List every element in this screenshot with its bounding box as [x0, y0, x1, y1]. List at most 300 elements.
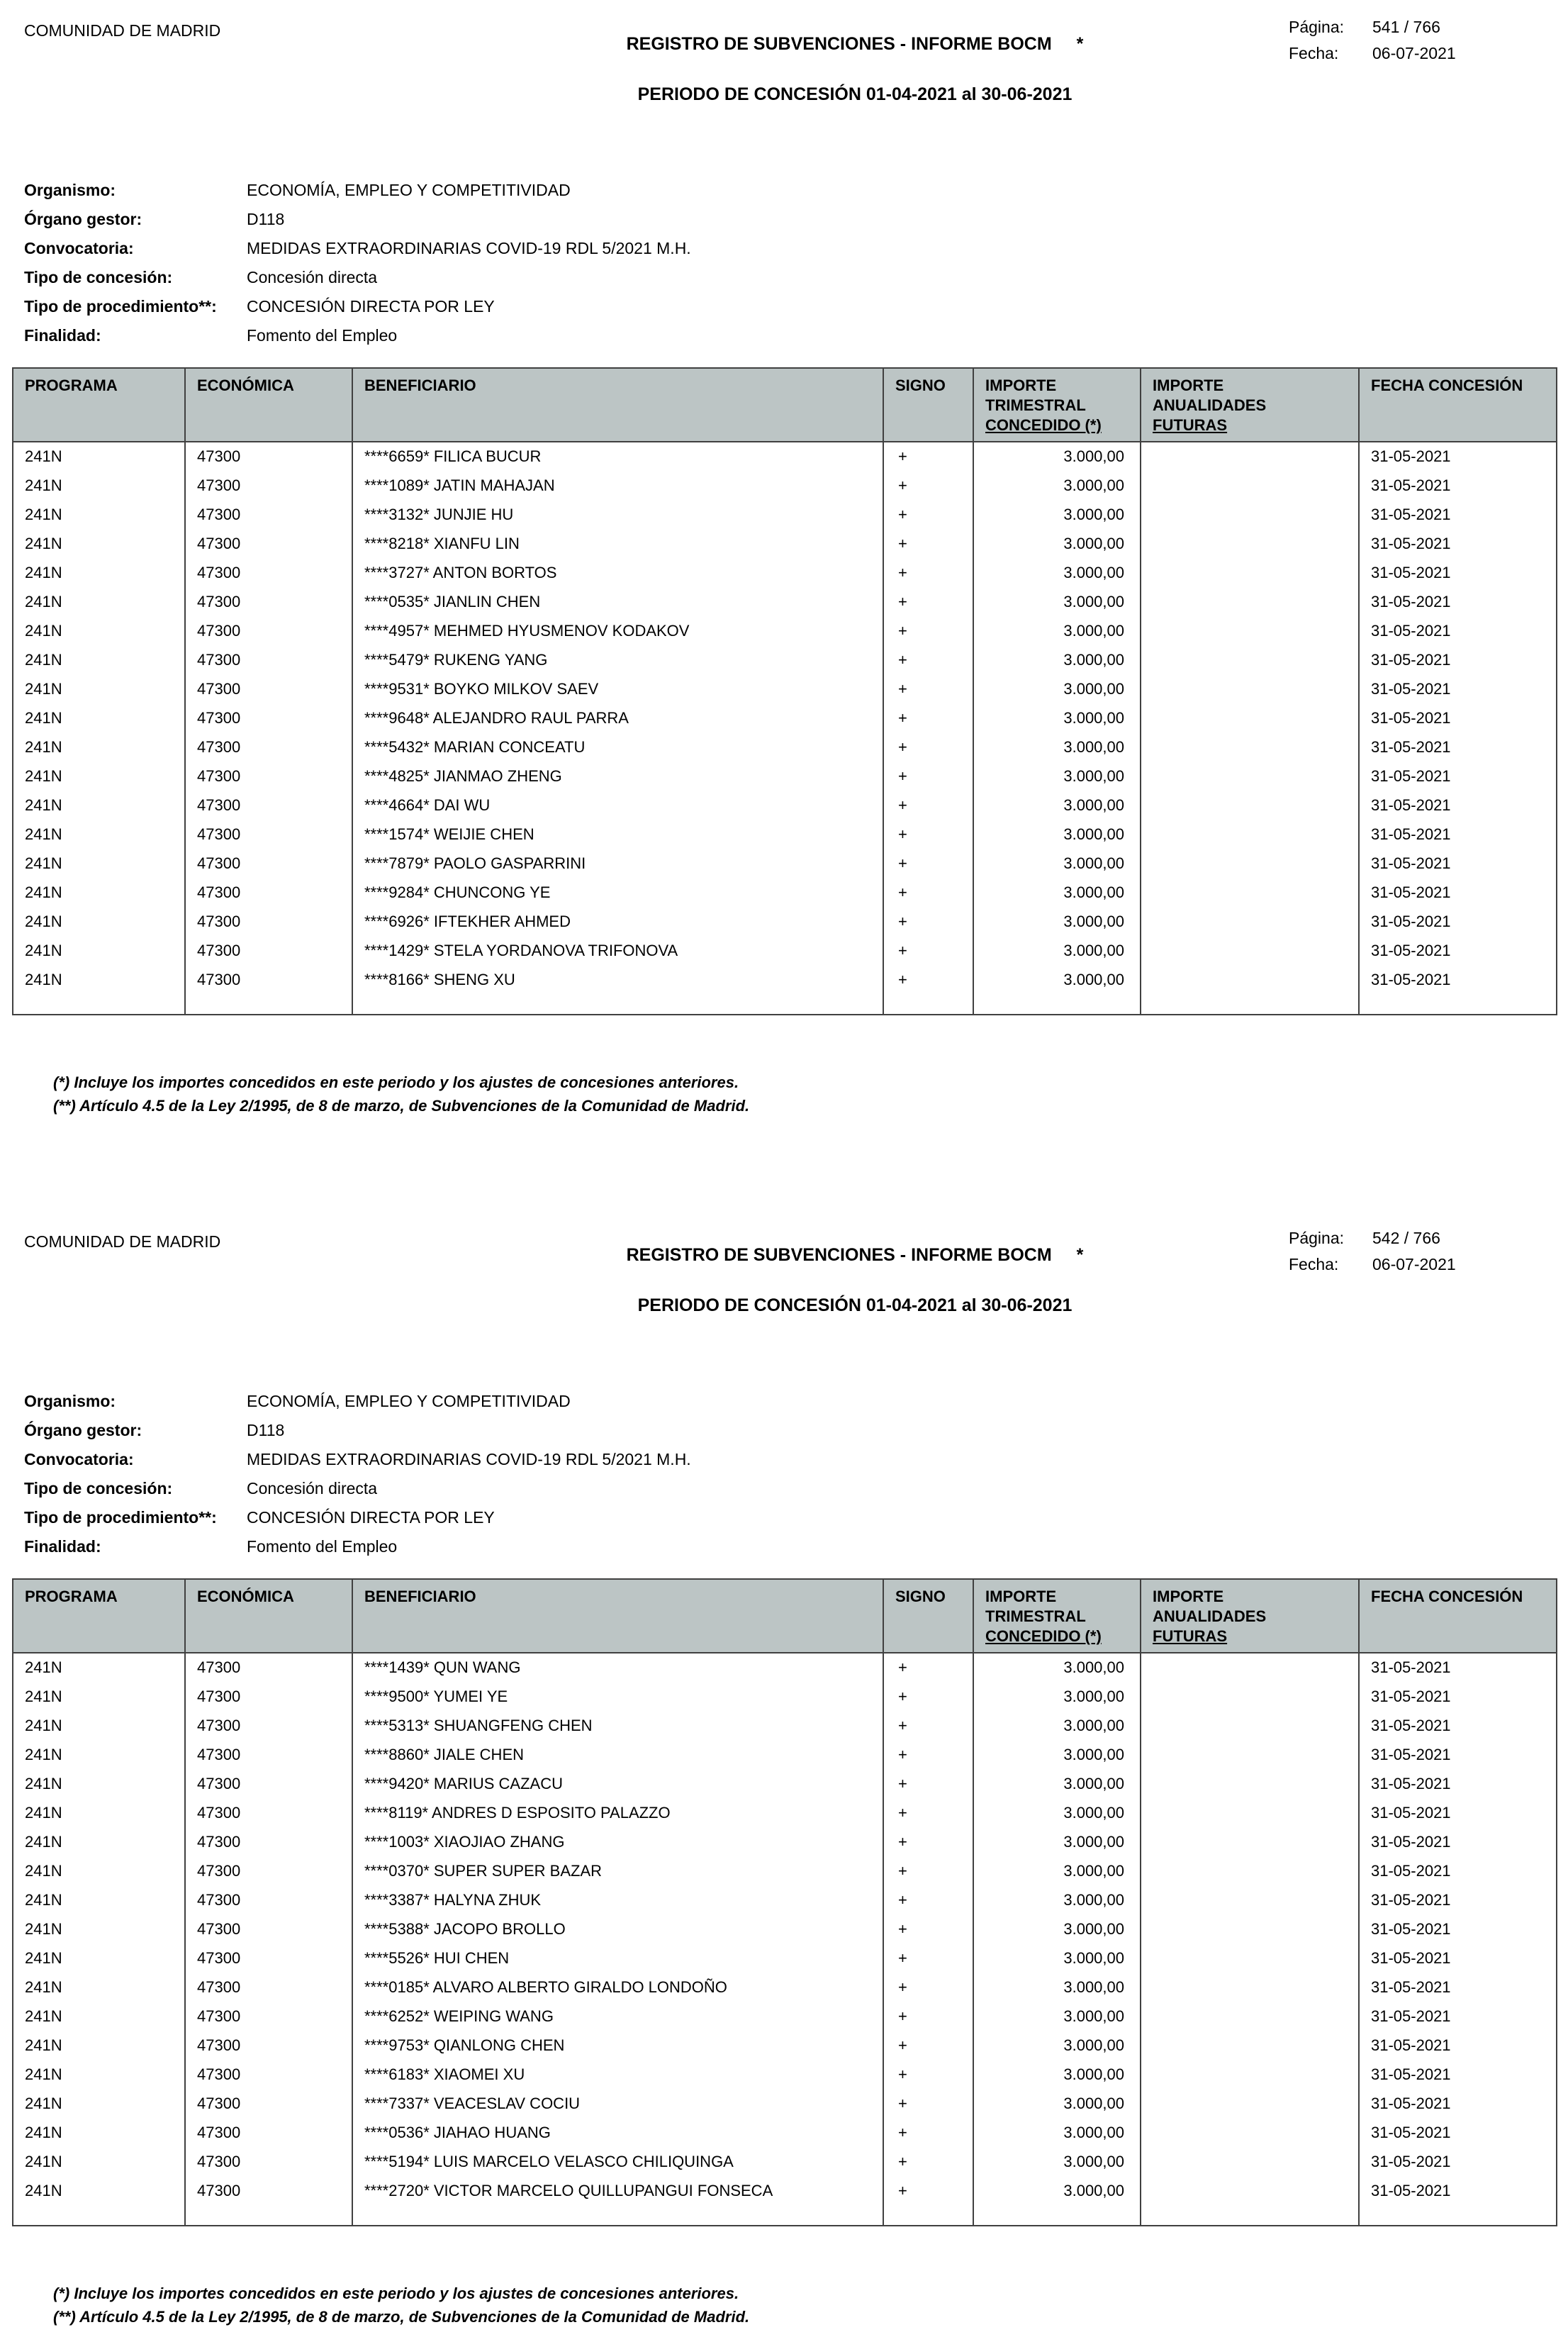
page-number: 542 / 766: [1372, 1229, 1440, 1247]
table-cell: 31-05-2021: [1359, 558, 1557, 587]
subsidies-table-wrap: [12, 367, 1556, 1015]
table-cell: 3.000,00: [973, 878, 1141, 907]
table-cell: 3.000,00: [973, 674, 1141, 703]
header-line: ANUALIDADES: [1153, 396, 1267, 414]
table-row: [13, 2031, 1557, 2060]
table-cell: 241N: [25, 650, 62, 669]
footnote-2: (**) Artículo 4.5 de la Ley 2/1995, de 8 de marzo, de Subvenciones de la Comunidad de Madrid.: [53, 1097, 750, 1115]
page-indicator: [1289, 1225, 1544, 1251]
table-cell: 241N: [25, 1774, 62, 1792]
table-cell: 3.000,00: [973, 616, 1141, 645]
header-line: TRIMESTRAL: [985, 396, 1086, 414]
table-header-row: [13, 1579, 1557, 1653]
table-row: [13, 791, 1557, 820]
meta-label: Órgano gestor:: [24, 210, 142, 228]
table-cell: 3.000,00: [973, 1827, 1141, 1856]
table-cell: [1141, 645, 1359, 674]
table-row: [13, 645, 1557, 674]
meta-row-tipo-procedimiento: [24, 292, 1544, 321]
table-cell: +: [883, 1973, 973, 2002]
table-cell: 31-05-2021: [1359, 2031, 1557, 2060]
table-cell: 47300: [185, 1914, 352, 1943]
table-cell: [1141, 2176, 1359, 2205]
table-cell: +: [883, 878, 973, 907]
table-cell: +: [883, 2031, 973, 2060]
table-cell: 31-05-2021: [1359, 936, 1557, 965]
table-cell: 241N: [25, 708, 62, 727]
table-row: [13, 1653, 1557, 1682]
table-cell: +: [883, 1769, 973, 1798]
table-cell: 47300: [185, 1827, 352, 1856]
table-spacer-cell: [883, 994, 973, 1015]
table-row: [13, 558, 1557, 587]
table-row: [13, 1798, 1557, 1827]
table-cell: 3.000,00: [973, 587, 1141, 616]
report-title: [421, 34, 1289, 55]
meta-value: Concesión directa: [247, 1479, 378, 1497]
table-cell: ****4957* MEHMED HYUSMENOV KODAKOV: [352, 616, 883, 645]
table-cell: [1141, 674, 1359, 703]
table-cell: +: [883, 587, 973, 616]
org-name: COMUNIDAD DE MADRID: [24, 21, 221, 40]
table-row: [13, 878, 1557, 907]
date-indicator: [1289, 1251, 1544, 1278]
table-cell: [1141, 2002, 1359, 2031]
table-cell: 241N: [25, 1978, 62, 1996]
table-cell: 31-05-2021: [1359, 2176, 1557, 2205]
date-label: Fecha:: [1289, 44, 1339, 62]
table-cell: +: [883, 849, 973, 878]
col-header-fecha-concesion: FECHA CONCESIÓN: [1359, 1579, 1557, 1653]
table-cell: 31-05-2021: [1359, 878, 1557, 907]
meta-value: ECONOMÍA, EMPLEO Y COMPETITIVIDAD: [247, 181, 571, 199]
table-cell: [1141, 1798, 1359, 1827]
table-cell: ****5388* JACOPO BROLLO: [352, 1914, 883, 1943]
meta-value: Concesión directa: [247, 268, 378, 286]
table-row: [13, 616, 1557, 645]
table-cell: 241N: [25, 1948, 62, 1967]
table-row: [13, 1769, 1557, 1798]
table-cell: 3.000,00: [973, 471, 1141, 500]
table-cell: +: [883, 1711, 973, 1740]
table-spacer-cell: [185, 2205, 352, 2226]
table-spacer-cell: [1359, 994, 1557, 1015]
table-spacer-row: [13, 994, 1557, 1015]
table-cell: 47300: [185, 471, 352, 500]
table-cell: 31-05-2021: [1359, 762, 1557, 791]
table-cell: ****2720* VICTOR MARCELO QUILLUPANGUI FONSECA: [352, 2176, 883, 2205]
table-cell: 31-05-2021: [1359, 732, 1557, 762]
meta-value: D118: [247, 1421, 285, 1439]
table-cell: 3.000,00: [973, 1769, 1141, 1798]
table-cell: ****7337* VEACESLAV COCIU: [352, 2089, 883, 2118]
table-cell: 241N: [25, 1745, 62, 1763]
table-cell: 241N: [25, 1832, 62, 1851]
table-cell: 31-05-2021: [1359, 2002, 1557, 2031]
table-row: [13, 529, 1557, 558]
table-cell: 47300: [185, 820, 352, 849]
table-cell: ****8860* JIALE CHEN: [352, 1740, 883, 1769]
org-name: COMUNIDAD DE MADRID: [24, 1232, 221, 1251]
table-cell: 3.000,00: [973, 936, 1141, 965]
table-cell: 47300: [185, 1885, 352, 1914]
table-cell: [1141, 1769, 1359, 1798]
table-cell: [1141, 442, 1359, 471]
table-row: [13, 703, 1557, 732]
table-cell: ****4825* JIANMAO ZHENG: [352, 762, 883, 791]
table-cell: 47300: [185, 936, 352, 965]
table-cell: 31-05-2021: [1359, 529, 1557, 558]
table-cell: 241N: [25, 825, 62, 843]
table-cell: +: [883, 1914, 973, 1943]
table-cell: 47300: [185, 2176, 352, 2205]
table-cell: 47300: [185, 791, 352, 820]
table-cell: 3.000,00: [973, 1973, 1141, 2002]
table-cell: 241N: [25, 1687, 62, 1705]
table-cell: 241N: [25, 1890, 62, 1909]
table-cell: 241N: [25, 737, 62, 756]
table-cell: ****4664* DAI WU: [352, 791, 883, 820]
table-cell: [1141, 1856, 1359, 1885]
col-header-economica: ECONÓMICA: [185, 1579, 352, 1653]
footnote-1: (*) Incluye los importes concedidos en este periodo y los ajustes de concesiones anteriores.: [53, 2285, 739, 2302]
table-cell: [1141, 2147, 1359, 2176]
table-cell: 47300: [185, 2147, 352, 2176]
table-cell: 241N: [25, 1716, 62, 1734]
table-cell: 31-05-2021: [1359, 1885, 1557, 1914]
page-label: Página:: [1289, 1229, 1345, 1247]
page-label: Página:: [1289, 18, 1345, 36]
table-cell: 31-05-2021: [1359, 907, 1557, 936]
table-cell: ****1429* STELA YORDANOVA TRIFONOVA: [352, 936, 883, 965]
table-cell: 241N: [25, 941, 62, 959]
table-spacer-cell: [1141, 994, 1359, 1015]
table-cell: ****7879* PAOLO GASPARRINI: [352, 849, 883, 878]
col-header-importe-trimestral: [973, 368, 1141, 442]
table-cell: 47300: [185, 1682, 352, 1711]
meta-value: CONCESIÓN DIRECTA POR LEY: [247, 1508, 495, 1527]
col-header-signo: SIGNO: [883, 1579, 973, 1653]
table-cell: 31-05-2021: [1359, 1798, 1557, 1827]
table-cell: 47300: [185, 587, 352, 616]
table-cell: 3.000,00: [973, 500, 1141, 529]
table-cell: [1141, 849, 1359, 878]
table-cell: [1141, 1885, 1359, 1914]
report-title-asterisk: *: [1076, 1245, 1084, 1265]
table-cell: 241N: [25, 592, 62, 610]
table-row: [13, 1856, 1557, 1885]
table-row: [13, 2002, 1557, 2031]
table-cell: 3.000,00: [973, 2176, 1141, 2205]
table-cell: 31-05-2021: [1359, 1653, 1557, 1682]
table-row: [13, 1885, 1557, 1914]
col-header-signo: SIGNO: [883, 368, 973, 442]
table-cell: 47300: [185, 1653, 352, 1682]
meta-label: Finalidad:: [24, 326, 101, 345]
meta-value: Fomento del Empleo: [247, 1537, 398, 1556]
page-number: 541 / 766: [1372, 18, 1440, 36]
table-cell: 31-05-2021: [1359, 500, 1557, 529]
meta-label: Tipo de procedimiento**:: [24, 297, 217, 316]
header-line: IMPORTE: [1153, 377, 1224, 394]
report-title-text: REGISTRO DE SUBVENCIONES - INFORME BOCM: [626, 34, 1052, 54]
table-cell: ****1439* QUN WANG: [352, 1653, 883, 1682]
report-page-2: [0, 1211, 1568, 2337]
table-cell: 241N: [25, 2007, 62, 2025]
table-cell: 3.000,00: [973, 907, 1141, 936]
table-cell: [1141, 907, 1359, 936]
table-cell: 47300: [185, 442, 352, 471]
table-cell: 31-05-2021: [1359, 442, 1557, 471]
table-cell: ****8218* XIANFU LIN: [352, 529, 883, 558]
table-header: [13, 1579, 1557, 1653]
table-cell: 241N: [25, 796, 62, 814]
table-cell: 3.000,00: [973, 965, 1141, 994]
table-cell: 31-05-2021: [1359, 1943, 1557, 1973]
table-cell: [1141, 529, 1359, 558]
table-cell: ****8166* SHENG XU: [352, 965, 883, 994]
table-cell: 47300: [185, 2089, 352, 2118]
table-row: [13, 1914, 1557, 1943]
table-row: [13, 732, 1557, 762]
table-cell: ****3387* HALYNA ZHUK: [352, 1885, 883, 1914]
table-spacer-cell: [1141, 2205, 1359, 2226]
header-line: TRIMESTRAL: [985, 1607, 1086, 1625]
table-row: [13, 820, 1557, 849]
table-cell: 3.000,00: [973, 791, 1141, 820]
table-cell: [1141, 1682, 1359, 1711]
table-cell: +: [883, 1885, 973, 1914]
table-cell: [1141, 1973, 1359, 2002]
table-cell: +: [883, 674, 973, 703]
table-cell: ****1089* JATIN MAHAJAN: [352, 471, 883, 500]
table-cell: [1141, 703, 1359, 732]
table-cell: 241N: [25, 534, 62, 552]
table-cell: [1141, 1653, 1359, 1682]
table-cell: 241N: [25, 766, 62, 785]
table-cell: ****5194* LUIS MARCELO VELASCO CHILIQUINGA: [352, 2147, 883, 2176]
table-row: [13, 587, 1557, 616]
table-cell: 241N: [25, 854, 62, 872]
meta-row-tipo-procedimiento: [24, 1503, 1544, 1532]
table-cell: 31-05-2021: [1359, 1769, 1557, 1798]
header-line: FUTURAS: [1153, 1627, 1228, 1645]
table-cell: [1141, 1827, 1359, 1856]
table-cell: +: [883, 2118, 973, 2147]
table-cell: 47300: [185, 762, 352, 791]
table-cell: [1141, 820, 1359, 849]
table-cell: 47300: [185, 732, 352, 762]
meta-label: Tipo de procedimiento**:: [24, 1508, 217, 1527]
table-cell: +: [883, 1798, 973, 1827]
table-cell: 241N: [25, 447, 62, 465]
table-header: [13, 368, 1557, 442]
table-cell: 241N: [25, 2152, 62, 2170]
table-cell: 241N: [25, 505, 62, 523]
header-line: ANUALIDADES: [1153, 1607, 1267, 1625]
footnotes: [53, 1071, 1544, 1117]
table-cell: +: [883, 500, 973, 529]
header-line: FUTURAS: [1153, 416, 1228, 434]
report-subtitle: PERIODO DE CONCESIÓN 01-04-2021 al 30-06-2021: [637, 1295, 1073, 1315]
table-spacer-row: [13, 2205, 1557, 2226]
subsidies-table: [12, 1578, 1557, 2226]
table-cell: [1141, 1740, 1359, 1769]
table-cell: [1141, 587, 1359, 616]
table-cell: 3.000,00: [973, 2089, 1141, 2118]
meta-label: Finalidad:: [24, 1537, 101, 1556]
meta-row-convocatoria: [24, 234, 1544, 263]
table-cell: [1141, 762, 1359, 791]
table-cell: ****0536* JIAHAO HUANG: [352, 2118, 883, 2147]
table-cell: 3.000,00: [973, 442, 1141, 471]
meta-row-organo-gestor: [24, 1416, 1544, 1445]
table-cell: 241N: [25, 1919, 62, 1938]
meta-row-tipo-concesion: [24, 1474, 1544, 1503]
col-header-beneficiario: BENEFICIARIO: [352, 368, 883, 442]
table-cell: 47300: [185, 500, 352, 529]
table-cell: 3.000,00: [973, 1682, 1141, 1711]
table-cell: 3.000,00: [973, 2031, 1141, 2060]
table-cell: +: [883, 616, 973, 645]
table-cell: 31-05-2021: [1359, 1827, 1557, 1856]
table-row: [13, 442, 1557, 471]
table-cell: +: [883, 732, 973, 762]
table-cell: [1141, 500, 1359, 529]
table-cell: 3.000,00: [973, 1885, 1141, 1914]
table-cell: 47300: [185, 558, 352, 587]
table-cell: 47300: [185, 1769, 352, 1798]
table-cell: 47300: [185, 645, 352, 674]
date-value: 06-07-2021: [1372, 1255, 1456, 1273]
meta-row-convocatoria: [24, 1445, 1544, 1474]
table-spacer-cell: [973, 2205, 1141, 2226]
table-cell: 241N: [25, 621, 62, 640]
table-cell: 47300: [185, 907, 352, 936]
table-cell: ****3727* ANTON BORTOS: [352, 558, 883, 587]
report-title-asterisk: *: [1076, 34, 1084, 54]
table-cell: +: [883, 558, 973, 587]
table-cell: 241N: [25, 476, 62, 494]
table-cell: 3.000,00: [973, 645, 1141, 674]
header-line: IMPORTE: [985, 377, 1057, 394]
table-cell: ****6659* FILICA BUCUR: [352, 442, 883, 471]
table-cell: [1141, 558, 1359, 587]
table-row: [13, 2060, 1557, 2089]
table-cell: +: [883, 965, 973, 994]
table-cell: 241N: [25, 563, 62, 581]
table-cell: [1141, 471, 1359, 500]
table-cell: 47300: [185, 849, 352, 878]
table-cell: 31-05-2021: [1359, 2089, 1557, 2118]
table-cell: 3.000,00: [973, 2060, 1141, 2089]
col-header-economica: ECONÓMICA: [185, 368, 352, 442]
table-row: [13, 2089, 1557, 2118]
table-cell: +: [883, 2176, 973, 2205]
table-cell: +: [883, 907, 973, 936]
table-cell: 31-05-2021: [1359, 1973, 1557, 2002]
table-cell: +: [883, 442, 973, 471]
table-cell: ****5313* SHUANGFENG CHEN: [352, 1711, 883, 1740]
table-cell: [1141, 878, 1359, 907]
table-cell: +: [883, 1943, 973, 1973]
table-cell: ****8119* ANDRES D ESPOSITO PALAZZO: [352, 1798, 883, 1827]
table-cell: 31-05-2021: [1359, 645, 1557, 674]
table-cell: 31-05-2021: [1359, 471, 1557, 500]
table-cell: 3.000,00: [973, 849, 1141, 878]
table-cell: 31-05-2021: [1359, 849, 1557, 878]
meta-row-organo-gestor: [24, 205, 1544, 234]
meta-label: Convocatoria:: [24, 1450, 134, 1468]
meta-label: Tipo de concesión:: [24, 268, 173, 286]
table-cell: ****1003* XIAOJIAO ZHANG: [352, 1827, 883, 1856]
table-cell: +: [883, 1856, 973, 1885]
date-value: 06-07-2021: [1372, 44, 1456, 62]
table-cell: 31-05-2021: [1359, 1914, 1557, 1943]
table-cell: 47300: [185, 1740, 352, 1769]
table-cell: 47300: [185, 1943, 352, 1973]
report-meta: [24, 176, 1544, 350]
table-row: [13, 1973, 1557, 2002]
page-indicator: [1289, 14, 1544, 40]
meta-value: CONCESIÓN DIRECTA POR LEY: [247, 297, 495, 316]
table-row: [13, 1682, 1557, 1711]
table-cell: 47300: [185, 2031, 352, 2060]
table-cell: 3.000,00: [973, 529, 1141, 558]
table-cell: 31-05-2021: [1359, 820, 1557, 849]
table-cell: 31-05-2021: [1359, 965, 1557, 994]
table-cell: ****0535* JIANLIN CHEN: [352, 587, 883, 616]
table-cell: ****6252* WEIPING WANG: [352, 2002, 883, 2031]
table-cell: [1141, 2118, 1359, 2147]
table-row: [13, 674, 1557, 703]
col-header-fecha-concesion: FECHA CONCESIÓN: [1359, 368, 1557, 442]
table-cell: ****9500* YUMEI YE: [352, 1682, 883, 1711]
table-cell: [1141, 965, 1359, 994]
table-spacer-cell: [352, 994, 883, 1015]
table-cell: 241N: [25, 2094, 62, 2112]
table-cell: ****0370* SUPER SUPER BAZAR: [352, 1856, 883, 1885]
table-cell: ****9284* CHUNCONG YE: [352, 878, 883, 907]
table-body: [13, 1653, 1557, 2226]
table-cell: 31-05-2021: [1359, 587, 1557, 616]
table-row: [13, 1740, 1557, 1769]
table-cell: [1141, 1943, 1359, 1973]
header-line: CONCEDIDO (*): [985, 1627, 1102, 1645]
table-cell: +: [883, 820, 973, 849]
col-header-importe-anualidades: [1141, 1579, 1359, 1653]
meta-label: Organismo:: [24, 1392, 116, 1410]
table-cell: 3.000,00: [973, 820, 1141, 849]
table-cell: +: [883, 529, 973, 558]
table-cell: 3.000,00: [973, 1943, 1141, 1973]
table-cell: [1141, 2089, 1359, 2118]
meta-value: Fomento del Empleo: [247, 326, 398, 345]
table-cell: 3.000,00: [973, 762, 1141, 791]
table-cell: +: [883, 2060, 973, 2089]
table-spacer-cell: [13, 2205, 185, 2226]
table-cell: 47300: [185, 965, 352, 994]
meta-row-organismo: [24, 176, 1544, 205]
table-cell: 31-05-2021: [1359, 791, 1557, 820]
table-cell: ****5479* RUKENG YANG: [352, 645, 883, 674]
report-title-text: REGISTRO DE SUBVENCIONES - INFORME BOCM: [626, 1245, 1052, 1265]
table-cell: 241N: [25, 679, 62, 698]
table-cell: 31-05-2021: [1359, 2118, 1557, 2147]
title-block: [421, 1225, 1289, 1316]
table-cell: 47300: [185, 878, 352, 907]
table-cell: 241N: [25, 2065, 62, 2083]
